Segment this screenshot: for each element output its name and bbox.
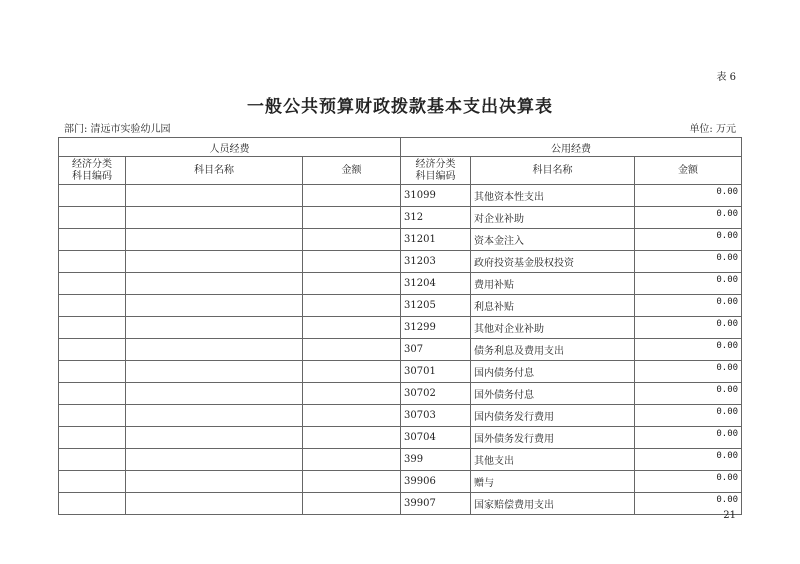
personnel-code-cell xyxy=(59,185,126,207)
public-code-cell: 31204 xyxy=(401,273,471,295)
personnel-expense-header: 人员经费 xyxy=(59,138,401,157)
public-name-cell: 国内债务发行费用 xyxy=(471,405,635,427)
personnel-name-cell xyxy=(126,295,303,317)
public-amount-cell: 0.00 xyxy=(635,427,742,449)
public-amount-cell: 0.00 xyxy=(635,449,742,471)
personnel-name-cell xyxy=(126,361,303,383)
personnel-amount-cell xyxy=(303,229,401,251)
public-code-cell: 31205 xyxy=(401,295,471,317)
public-code-cell: 30703 xyxy=(401,405,471,427)
public-name-cell: 其他资本性支出 xyxy=(471,185,635,207)
personnel-amount-cell xyxy=(303,251,401,273)
public-name-cell: 债务利息及费用支出 xyxy=(471,339,635,361)
public-amount-cell: 0.00 xyxy=(635,493,742,515)
public-amount-cell: 0.00 xyxy=(635,383,742,405)
col-header-code: 经济分类 科目编码 xyxy=(59,157,126,185)
table-row xyxy=(59,493,742,515)
table-row xyxy=(59,405,742,427)
table-row xyxy=(59,317,742,339)
public-name-cell: 国内债务付息 xyxy=(471,361,635,383)
personnel-code-cell xyxy=(59,229,126,251)
personnel-code-cell xyxy=(59,471,126,493)
personnel-amount-cell xyxy=(303,207,401,229)
public-name-cell: 对企业补助 xyxy=(471,207,635,229)
personnel-name-cell xyxy=(126,207,303,229)
personnel-name-cell xyxy=(126,449,303,471)
personnel-code-cell xyxy=(59,427,126,449)
personnel-name-cell xyxy=(126,427,303,449)
public-name-cell: 国外债务付息 xyxy=(471,383,635,405)
table-row xyxy=(59,295,742,317)
personnel-name-cell xyxy=(126,273,303,295)
public-name-cell: 资本金注入 xyxy=(471,229,635,251)
public-name-cell: 其他对企业补助 xyxy=(471,317,635,339)
personnel-code-cell xyxy=(59,493,126,515)
personnel-name-cell xyxy=(126,185,303,207)
unit-label: 单位: 万元 xyxy=(689,124,736,135)
col-header-name: 科目名称 xyxy=(126,157,303,185)
table-row xyxy=(59,383,742,405)
personnel-amount-cell xyxy=(303,383,401,405)
public-code-cell: 307 xyxy=(401,339,471,361)
public-expense-header: 公用经费 xyxy=(401,138,742,157)
page-number: 21 xyxy=(723,510,736,521)
personnel-code-cell xyxy=(59,383,126,405)
table-row xyxy=(59,229,742,251)
public-name-cell: 国外债务发行费用 xyxy=(471,427,635,449)
personnel-code-cell xyxy=(59,361,126,383)
public-amount-cell: 0.00 xyxy=(635,361,742,383)
public-amount-cell: 0.00 xyxy=(635,251,742,273)
public-amount-cell: 0.00 xyxy=(635,185,742,207)
public-amount-cell: 0.00 xyxy=(635,471,742,493)
table-row xyxy=(59,427,742,449)
table-row xyxy=(59,251,742,273)
table-row xyxy=(59,339,742,361)
public-amount-cell: 0.00 xyxy=(635,295,742,317)
personnel-amount-cell xyxy=(303,493,401,515)
personnel-name-cell xyxy=(126,493,303,515)
public-code-cell: 312 xyxy=(401,207,471,229)
personnel-code-cell xyxy=(59,207,126,229)
public-code-cell: 30702 xyxy=(401,383,471,405)
table-row xyxy=(59,207,742,229)
public-code-cell: 30701 xyxy=(401,361,471,383)
col-header-code: 经济分类 科目编码 xyxy=(401,157,471,185)
public-name-cell: 政府投资基金股权投资 xyxy=(471,251,635,273)
personnel-amount-cell xyxy=(303,449,401,471)
public-amount-cell: 0.00 xyxy=(635,207,742,229)
public-amount-cell: 0.00 xyxy=(635,317,742,339)
department-label: 部门: 清远市实验幼儿园 xyxy=(64,124,171,135)
public-code-cell: 31201 xyxy=(401,229,471,251)
public-code-cell: 39906 xyxy=(401,471,471,493)
public-name-cell: 利息补贴 xyxy=(471,295,635,317)
personnel-code-cell xyxy=(59,339,126,361)
table-row xyxy=(59,185,742,207)
personnel-amount-cell xyxy=(303,471,401,493)
table-row xyxy=(59,471,742,493)
public-amount-cell: 0.00 xyxy=(635,273,742,295)
personnel-amount-cell xyxy=(303,317,401,339)
public-code-cell: 399 xyxy=(401,449,471,471)
personnel-name-cell xyxy=(126,229,303,251)
table-row xyxy=(59,449,742,471)
personnel-code-cell xyxy=(59,273,126,295)
personnel-name-cell xyxy=(126,339,303,361)
personnel-amount-cell xyxy=(303,185,401,207)
table-row xyxy=(59,273,742,295)
personnel-code-cell xyxy=(59,405,126,427)
public-amount-cell: 0.00 xyxy=(635,405,742,427)
personnel-amount-cell xyxy=(303,405,401,427)
table-row xyxy=(59,361,742,383)
personnel-amount-cell xyxy=(303,273,401,295)
personnel-code-cell xyxy=(59,295,126,317)
public-amount-cell: 0.00 xyxy=(635,229,742,251)
public-name-cell: 赠与 xyxy=(471,471,635,493)
col-header-amount: 金额 xyxy=(635,157,742,185)
public-name-cell: 费用补贴 xyxy=(471,273,635,295)
personnel-code-cell xyxy=(59,251,126,273)
personnel-name-cell xyxy=(126,317,303,339)
public-amount-cell: 0.00 xyxy=(635,339,742,361)
personnel-code-cell xyxy=(59,449,126,471)
public-code-cell: 39907 xyxy=(401,493,471,515)
personnel-name-cell xyxy=(126,471,303,493)
public-code-cell: 31099 xyxy=(401,185,471,207)
budget-table xyxy=(58,137,742,515)
personnel-amount-cell xyxy=(303,361,401,383)
public-code-cell: 31203 xyxy=(401,251,471,273)
public-code-cell: 31299 xyxy=(401,317,471,339)
personnel-name-cell xyxy=(126,383,303,405)
table-number: 表 6 xyxy=(716,72,736,83)
page-title: 一般公共预算财政拨款基本支出决算表 xyxy=(247,97,553,117)
public-code-cell: 30704 xyxy=(401,427,471,449)
personnel-name-cell xyxy=(126,405,303,427)
col-header-amount: 金额 xyxy=(303,157,401,185)
personnel-amount-cell xyxy=(303,427,401,449)
personnel-code-cell xyxy=(59,317,126,339)
public-name-cell: 国家赔偿费用支出 xyxy=(471,493,635,515)
personnel-amount-cell xyxy=(303,339,401,361)
personnel-amount-cell xyxy=(303,295,401,317)
public-name-cell: 其他支出 xyxy=(471,449,635,471)
personnel-name-cell xyxy=(126,251,303,273)
col-header-name: 科目名称 xyxy=(471,157,635,185)
